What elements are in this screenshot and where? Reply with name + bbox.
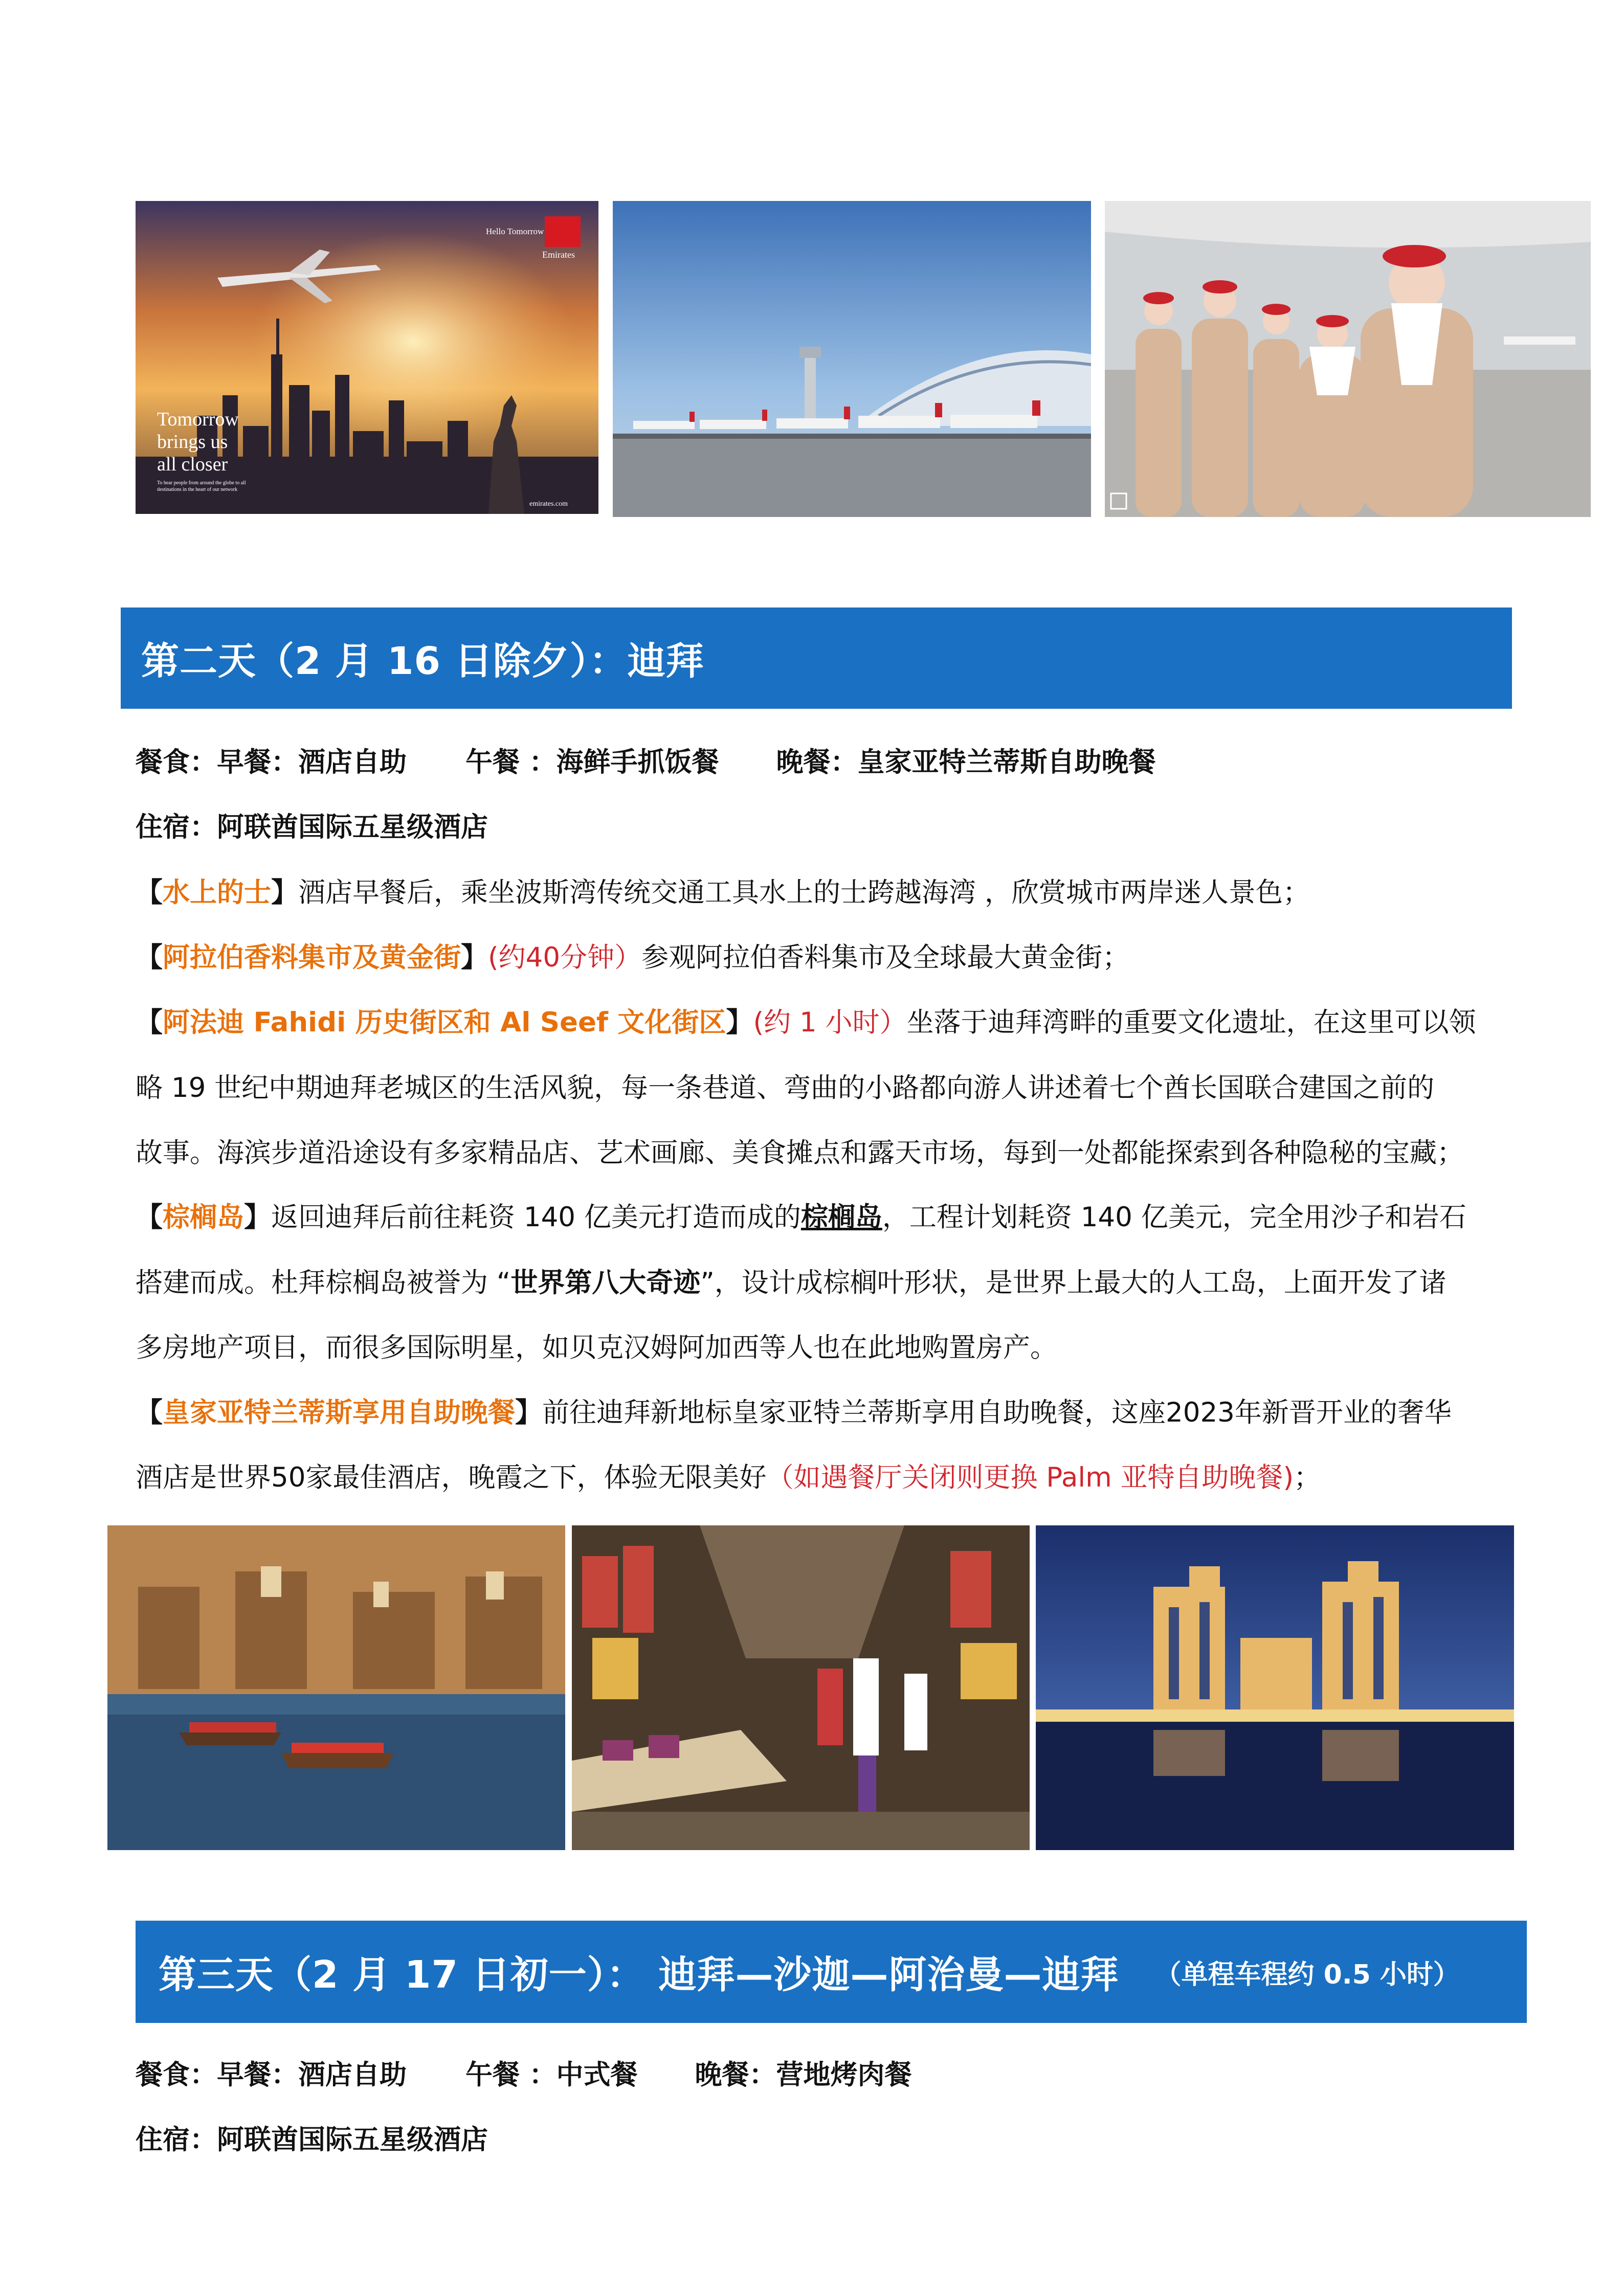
day3-dinner: 晚餐：营地烤肉餐 (695, 2059, 912, 2090)
day2-fahidi-line2: 略 19 世纪中期迪拜老城区的生活风貌，每一条巷道、弯曲的小路都向游人讲述着七个酋长国联合建国之前的 (136, 1072, 1435, 1104)
day2-breakfast: 早餐：酒店自助 (217, 747, 407, 778)
day2-palm-line1: 【棕榈岛】返回迪拜后前往耗资 140 亿美元打造而成的棕榈岛，工程计划耗资 140 亿美元，完全用沙子和岩石 (136, 1202, 1466, 1233)
flight-attendants-photo (1105, 201, 1591, 517)
atlantis-title: 皇家亚特兰蒂斯享用自助晚餐 (163, 1397, 515, 1428)
day3-title: 第三天（2 月 17 日初一）： 迪拜—沙迦—阿治曼—迪拜 (159, 1953, 1119, 1997)
day2-banner (121, 607, 1512, 709)
atlantis-royal-night-photo (1036, 1525, 1514, 1850)
ad-website: emirates.com (529, 500, 568, 508)
ad-small-print: To hear people from around the globe to all destinations in the heart of our network (157, 480, 246, 492)
ad-tagline: Hello Tomorrow (486, 227, 544, 236)
day2-dinner: 晚餐：皇家亚特兰蒂斯自助晚餐 (776, 747, 1156, 778)
day2-fahidi-line3: 故事。海滨步道沿途设有多家精品店、艺术画廊、美食摊点和露天市场，每到一处都能探索到各种隐秘的宝藏； (136, 1137, 1464, 1168)
day2-spice-souk: 【阿拉伯香料集市及黄金街】(约40分钟）参观阿拉伯香料集市及全球最大黄金街； (136, 942, 1130, 973)
palm-title: 棕榈岛 (163, 1202, 244, 1233)
day2-water-taxi: 【水上的士】酒店早餐后，乘坐波斯湾传统交通工具水上的士跨越海湾 ，欣赏城市两岸迷人景色； (136, 877, 1310, 908)
day2-title: 第二天（2 月 16 日除夕）：迪拜 (141, 639, 704, 683)
emirates-logo-text: Emirates (542, 250, 575, 260)
day2-palm-line2: 搭建而成。杜拜棕榈岛被誉为 “世界第八大奇迹”，设计成棕榈叶形状，是世界上最大的人工岛，上面开发了诸 (136, 1267, 1447, 1298)
ad-headline: Tomorrow brings us all closer (157, 409, 239, 475)
water-taxi-title: 水上的士 (163, 877, 271, 908)
day2-fahidi-line1: 【阿法迪 Fahidi 历史街区和 Al Seef 文化街区】(约 1 小时）坐落于迪拜湾畔的重要文化遗址，在这里可以领 (136, 1007, 1476, 1038)
day2-meals: 餐食：早餐：酒店自助 午餐 ：海鲜手抓饭餐 晚餐：皇家亚特兰蒂斯自助晚餐 (136, 747, 1156, 778)
day2-palm-line3: 多房地产项目，而很多国际明星，如贝克汉姆阿加西等人也在此地购置房产。 (136, 1332, 1057, 1363)
day3-meals: 餐食：早餐：酒店自助 午餐 ：中式餐 晚餐：营地烤肉餐 (136, 2059, 912, 2090)
day3-lunch: 午餐 ：中式餐 (465, 2059, 638, 2090)
dubai-creek-abra-photo (107, 1525, 565, 1850)
emirates-ad-photo (136, 201, 598, 514)
day2-atlantis-line2: 酒店是世界50家最佳酒店，晚霞之下，体验无限美好（如遇餐厅关闭则更换 Palm 亚特自助晚餐)； (136, 1462, 1321, 1493)
airport-planes-photo (613, 201, 1091, 517)
fahidi-title: 阿法迪 Fahidi 历史街区和 Al Seef 文化街区 (163, 1007, 726, 1038)
souk-market-photo (572, 1525, 1030, 1850)
day3-banner (136, 1921, 1527, 2023)
day2-lunch: 午餐 ：海鲜手抓饭餐 (465, 747, 719, 778)
day3-hotel: 住宿：阿联酋国际五星级酒店 (136, 2124, 488, 2155)
day3-breakfast: 早餐：酒店自助 (217, 2059, 407, 2090)
day2-hotel: 住宿：阿联酋国际五星级酒店 (136, 812, 488, 843)
day2-atlantis-line1: 【皇家亚特兰蒂斯享用自助晚餐】前往迪拜新地标皇家亚特兰蒂斯享用自助晚餐，这座2023年新晋开业的奢华 (136, 1397, 1452, 1428)
spice-souk-title: 阿拉伯香料集市及黄金街 (163, 942, 461, 973)
day3-drive-time: （单程车程约 0.5 小时） (1154, 1959, 1460, 1990)
